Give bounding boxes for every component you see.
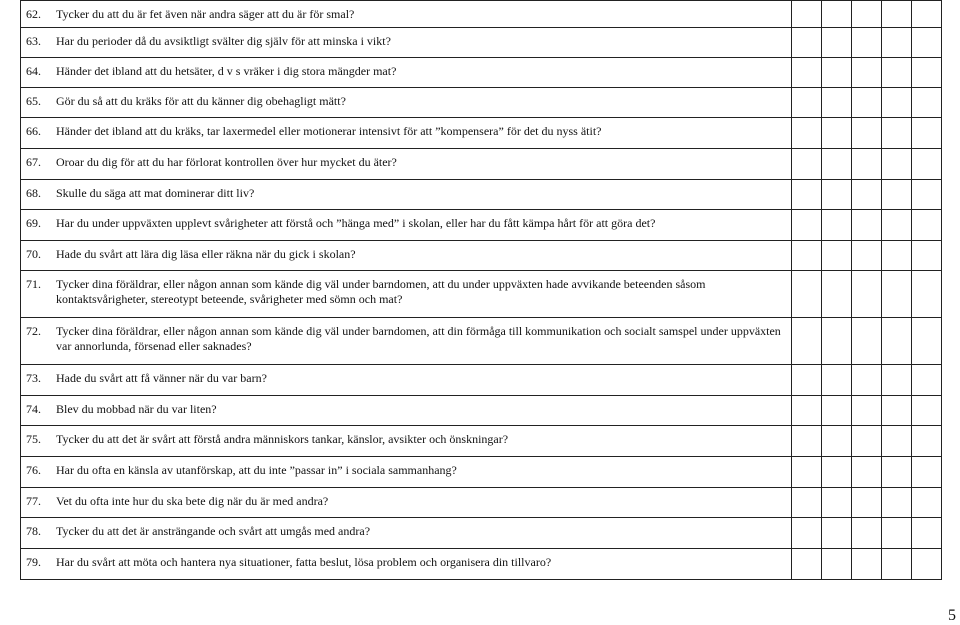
questionnaire-body <box>21 1 942 580</box>
question-text: Vet du ofta inte hur du ska bete dig när du är med andra? <box>56 494 329 508</box>
question-row <box>21 210 942 241</box>
answer-box[interactable] <box>792 518 822 549</box>
question-text: Tycker du att det är svårt att förstå andra människors tankar, känslor, avsikter och önskningar? <box>56 432 509 446</box>
question-text: Hade du svårt att få vänner när du var barn? <box>56 371 267 385</box>
answer-box[interactable] <box>882 549 912 580</box>
question-number: 63. <box>26 34 41 48</box>
answer-box[interactable] <box>882 28 912 58</box>
answer-box[interactable] <box>882 241 912 271</box>
answer-box[interactable] <box>912 426 942 457</box>
question-content <box>21 210 791 231</box>
answer-box[interactable] <box>822 118 852 149</box>
question-text: Händer det ibland att du kräks, tar laxermedel eller motionerar intensivt för att ”kompensera” för det du nyss ätit? <box>56 124 602 138</box>
question-content <box>21 149 791 170</box>
answer-box[interactable] <box>882 426 912 457</box>
question-cell <box>21 518 792 549</box>
answer-box[interactable] <box>792 365 822 396</box>
answer-box[interactable] <box>912 28 942 58</box>
answer-box[interactable] <box>792 118 822 149</box>
question-content <box>21 549 791 570</box>
answer-box[interactable] <box>852 118 882 149</box>
answer-box[interactable] <box>792 457 822 488</box>
question-content <box>21 271 791 307</box>
question-number: 77. <box>26 494 41 508</box>
question-number: 64. <box>26 64 41 78</box>
question-content <box>21 241 791 262</box>
question-row <box>21 118 942 149</box>
question-number: 62. <box>26 7 41 21</box>
answer-box[interactable] <box>882 180 912 210</box>
answer-box[interactable] <box>822 488 852 518</box>
answer-box[interactable] <box>792 426 822 457</box>
question-text: Skulle du säga att mat dominerar ditt liv? <box>56 186 255 200</box>
question-number: 66. <box>26 124 41 138</box>
question-row <box>21 1 942 28</box>
answer-box[interactable] <box>792 549 822 580</box>
answer-box[interactable] <box>792 396 822 426</box>
question-row <box>21 457 942 488</box>
question-number: 71. <box>26 277 41 291</box>
answer-box[interactable] <box>822 365 852 396</box>
answer-box[interactable] <box>852 365 882 396</box>
answer-box[interactable] <box>912 396 942 426</box>
question-cell <box>21 88 792 118</box>
answer-box[interactable] <box>882 518 912 549</box>
question-content <box>21 180 791 201</box>
question-content <box>21 88 791 109</box>
answer-box[interactable] <box>852 318 882 365</box>
answer-box[interactable] <box>822 396 852 426</box>
question-text: Har du svårt att möta och hantera nya situationer, fatta beslut, lösa problem och organisera din tillvaro? <box>56 555 552 569</box>
question-cell <box>21 488 792 518</box>
answer-box[interactable] <box>912 88 942 118</box>
answer-box[interactable] <box>852 457 882 488</box>
question-row <box>21 426 942 457</box>
question-cell <box>21 210 792 241</box>
question-text: Har du perioder då du avsiktligt svälter dig själv för att minska i vikt? <box>56 34 391 48</box>
answer-box[interactable] <box>792 241 822 271</box>
answer-box[interactable] <box>852 271 882 318</box>
answer-box[interactable] <box>822 518 852 549</box>
page-number: 5 <box>948 607 956 624</box>
answer-box[interactable] <box>912 58 942 88</box>
question-cell <box>21 149 792 180</box>
answer-box[interactable] <box>882 457 912 488</box>
question-content <box>21 1 791 22</box>
answer-box[interactable] <box>852 549 882 580</box>
question-content <box>21 518 791 539</box>
question-cell <box>21 396 792 426</box>
answer-box[interactable] <box>792 318 822 365</box>
question-text: Har du ofta en känsla av utanförskap, att du inte ”passar in” i sociala sammanhang? <box>56 463 457 477</box>
answer-box[interactable] <box>792 210 822 241</box>
question-row <box>21 241 942 271</box>
question-content <box>21 365 791 386</box>
answer-box[interactable] <box>882 271 912 318</box>
question-cell <box>21 58 792 88</box>
answer-box[interactable] <box>792 271 822 318</box>
question-content <box>21 58 791 79</box>
question-cell <box>21 318 792 365</box>
answer-box[interactable] <box>882 118 912 149</box>
answer-box[interactable] <box>852 180 882 210</box>
answer-box[interactable] <box>882 58 912 88</box>
answer-box[interactable] <box>912 271 942 318</box>
answer-box[interactable] <box>792 488 822 518</box>
answer-box[interactable] <box>852 210 882 241</box>
question-content <box>21 118 791 139</box>
question-text: Tycker du att det är ansträngande och svårt att umgås med andra? <box>56 524 371 538</box>
answer-box[interactable] <box>912 365 942 396</box>
answer-box[interactable] <box>852 241 882 271</box>
answer-box[interactable] <box>822 28 852 58</box>
question-content <box>21 457 791 478</box>
question-number: 73. <box>26 371 41 385</box>
question-number: 78. <box>26 524 41 538</box>
question-row <box>21 88 942 118</box>
answer-box[interactable] <box>822 549 852 580</box>
question-row <box>21 365 942 396</box>
question-cell <box>21 118 792 149</box>
question-row <box>21 488 942 518</box>
answer-box[interactable] <box>822 180 852 210</box>
answer-box[interactable] <box>792 180 822 210</box>
answer-box[interactable] <box>912 1 942 28</box>
question-content <box>21 426 791 447</box>
question-cell <box>21 180 792 210</box>
question-row <box>21 549 942 580</box>
question-number: 75. <box>26 432 41 446</box>
answer-box[interactable] <box>912 518 942 549</box>
question-number: 74. <box>26 402 41 416</box>
question-cell <box>21 426 792 457</box>
question-text: Oroar du dig för att du har förlorat kontrollen över hur mycket du äter? <box>56 155 397 169</box>
answer-box[interactable] <box>912 241 942 271</box>
question-number: 69. <box>26 216 41 230</box>
question-cell <box>21 457 792 488</box>
question-content <box>21 396 791 417</box>
question-text: Tycker du att du är fet även när andra säger att du är för smal? <box>56 7 355 21</box>
answer-box[interactable] <box>882 488 912 518</box>
answer-box[interactable] <box>822 1 852 28</box>
answer-box[interactable] <box>882 88 912 118</box>
question-cell <box>21 365 792 396</box>
answer-box[interactable] <box>792 28 822 58</box>
answer-box[interactable] <box>852 1 882 28</box>
answer-box[interactable] <box>822 88 852 118</box>
answer-box[interactable] <box>882 149 912 180</box>
answer-box[interactable] <box>822 271 852 318</box>
question-cell <box>21 549 792 580</box>
answer-box[interactable] <box>852 28 882 58</box>
question-row <box>21 149 942 180</box>
question-number: 68. <box>26 186 41 200</box>
question-row <box>21 271 942 318</box>
question-text: Tycker dina föräldrar, eller någon annan som kände dig väl under barndomen, att du under uppväxten hade avvikande beteenden såsom kontaktsvårigheter, stereotypt beteende, svårigheter med sömn och mat? <box>56 277 706 306</box>
question-number: 65. <box>26 94 41 108</box>
answer-box[interactable] <box>822 149 852 180</box>
answer-box[interactable] <box>792 1 822 28</box>
answer-box[interactable] <box>852 488 882 518</box>
answer-box[interactable] <box>912 180 942 210</box>
answer-box[interactable] <box>912 457 942 488</box>
answer-box[interactable] <box>822 210 852 241</box>
answer-box[interactable] <box>792 88 822 118</box>
answer-box[interactable] <box>882 318 912 365</box>
answer-box[interactable] <box>822 318 852 365</box>
answer-box[interactable] <box>822 457 852 488</box>
answer-box[interactable] <box>792 149 822 180</box>
question-row <box>21 396 942 426</box>
answer-box[interactable] <box>912 488 942 518</box>
answer-box[interactable] <box>852 396 882 426</box>
answer-box[interactable] <box>882 365 912 396</box>
answer-box[interactable] <box>822 426 852 457</box>
answer-box[interactable] <box>852 58 882 88</box>
answer-box[interactable] <box>882 210 912 241</box>
answer-box[interactable] <box>882 1 912 28</box>
question-text: Händer det ibland att du hetsäter, d v s vräker i dig stora mängder mat? <box>56 64 397 78</box>
question-cell <box>21 28 792 58</box>
answer-box[interactable] <box>852 149 882 180</box>
answer-box[interactable] <box>852 88 882 118</box>
question-number: 72. <box>26 324 41 338</box>
question-text: Hade du svårt att lära dig läsa eller räkna när du gick i skolan? <box>56 247 356 261</box>
questionnaire-table <box>20 0 942 580</box>
question-content <box>21 28 791 49</box>
answer-box[interactable] <box>822 241 852 271</box>
question-row <box>21 318 942 365</box>
question-text: Har du under uppväxten upplevt svårigheter att förstå och ”hänga med” i skolan, eller har du fått kämpa hårt för att göra det? <box>56 216 656 230</box>
question-row <box>21 180 942 210</box>
question-row <box>21 518 942 549</box>
answer-box[interactable] <box>822 58 852 88</box>
question-text: Tycker dina föräldrar, eller någon annan som kände dig väl under barndomen, att din förmåga till kommunikation och socialt samspel under uppväxten var annorlunda, försenad eller saknades? <box>56 324 781 353</box>
answer-box[interactable] <box>852 426 882 457</box>
answer-box[interactable] <box>882 396 912 426</box>
answer-box[interactable] <box>792 58 822 88</box>
answer-box[interactable] <box>852 518 882 549</box>
question-content <box>21 488 791 509</box>
answer-box[interactable] <box>912 210 942 241</box>
question-cell <box>21 271 792 318</box>
question-row <box>21 28 942 58</box>
question-row <box>21 58 942 88</box>
answer-box[interactable] <box>912 318 942 365</box>
answer-box[interactable] <box>912 118 942 149</box>
question-cell <box>21 241 792 271</box>
question-text: Blev du mobbad när du var liten? <box>56 402 217 416</box>
question-number: 76. <box>26 463 41 477</box>
question-number: 67. <box>26 155 41 169</box>
answer-box[interactable] <box>912 549 942 580</box>
question-cell <box>21 1 792 28</box>
question-text: Gör du så att du kräks för att du känner dig obehagligt mätt? <box>56 94 346 108</box>
question-number: 79. <box>26 555 41 569</box>
question-content <box>21 318 791 354</box>
answer-box[interactable] <box>912 149 942 180</box>
question-number: 70. <box>26 247 41 261</box>
